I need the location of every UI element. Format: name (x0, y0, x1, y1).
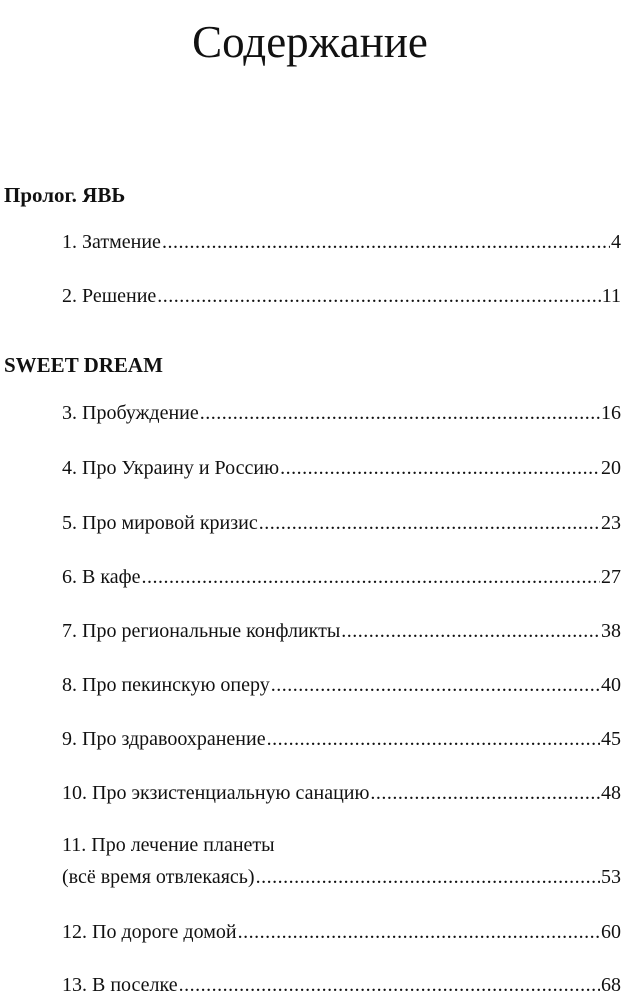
toc-entry[interactable] (62, 229, 621, 255)
toc-entry[interactable] (62, 919, 621, 945)
toc-entry[interactable] (62, 780, 621, 806)
toc-entry-page: 40 (601, 674, 621, 696)
toc-entry-page: 23 (601, 512, 621, 534)
toc-entry[interactable] (62, 832, 621, 890)
section-heading-sweet-dream: SWEET DREAM (4, 353, 163, 377)
toc-entry-page: 16 (601, 402, 621, 424)
toc-entry-title: 9. Про здравоохранение (62, 728, 266, 750)
toc-entry-page: 45 (601, 728, 621, 750)
dot-leader (157, 283, 600, 309)
dot-leader (162, 229, 610, 255)
toc-entry-title: 4. Про Украину и Россию (62, 457, 280, 479)
toc-entry-title-line1: 11. Про лечение планеты (62, 834, 275, 856)
dot-leader (267, 726, 600, 752)
toc-entry-page: 11 (601, 285, 621, 307)
dot-leader (370, 780, 600, 806)
toc-entry-page: 27 (601, 566, 621, 588)
dot-leader (256, 864, 600, 890)
dot-leader (200, 400, 600, 426)
page-title: Содержание (192, 17, 428, 67)
dot-leader (141, 564, 600, 590)
toc-entry[interactable] (62, 400, 621, 426)
toc-entry-page: 53 (601, 866, 621, 888)
toc-entry-page: 60 (601, 921, 621, 943)
toc-entry-page: 4 (611, 231, 621, 253)
toc-entry-title: 10. Про экзистенциальную санацию (62, 782, 370, 804)
toc-entry-page: 20 (601, 457, 621, 479)
toc-entry-title: 12. По дороге домой (62, 921, 237, 943)
toc-entry-title: 2. Решение (62, 285, 157, 307)
toc-entry[interactable] (62, 564, 621, 590)
toc-entry-title: 3. Пробуждение (62, 402, 199, 424)
dot-leader (280, 455, 600, 481)
toc-entry-title: 1. Затмение (62, 231, 161, 253)
dot-leader (259, 510, 600, 536)
toc-entry[interactable] (62, 283, 621, 309)
dot-leader (341, 618, 600, 644)
dot-leader (271, 672, 600, 698)
toc-entry-title: 6. В кафе (62, 566, 141, 588)
toc-entry[interactable] (62, 510, 621, 536)
toc-entry[interactable] (62, 618, 621, 644)
section-heading-prologue: Пролог. ЯВЬ (4, 183, 126, 207)
dot-leader (238, 919, 600, 945)
toc-entry-title: 13. В поселке (62, 974, 178, 996)
toc-entry[interactable] (62, 972, 621, 998)
toc-entry-title: 5. Про мировой кризис (62, 512, 258, 534)
toc-entry-title: 8. Про пекинскую оперу (62, 674, 270, 696)
toc-entry-page: 68 (601, 974, 621, 996)
toc-entry-title: (всё время отвлекаясь) (62, 866, 255, 888)
toc-entry[interactable] (62, 726, 621, 752)
toc-entry[interactable] (62, 455, 621, 481)
toc-entry-page: 48 (601, 782, 621, 804)
toc-entry-title: 7. Про региональные конфликты (62, 620, 341, 642)
dot-leader (179, 972, 600, 998)
toc-entry[interactable] (62, 672, 621, 698)
toc-entry-page: 38 (601, 620, 621, 642)
